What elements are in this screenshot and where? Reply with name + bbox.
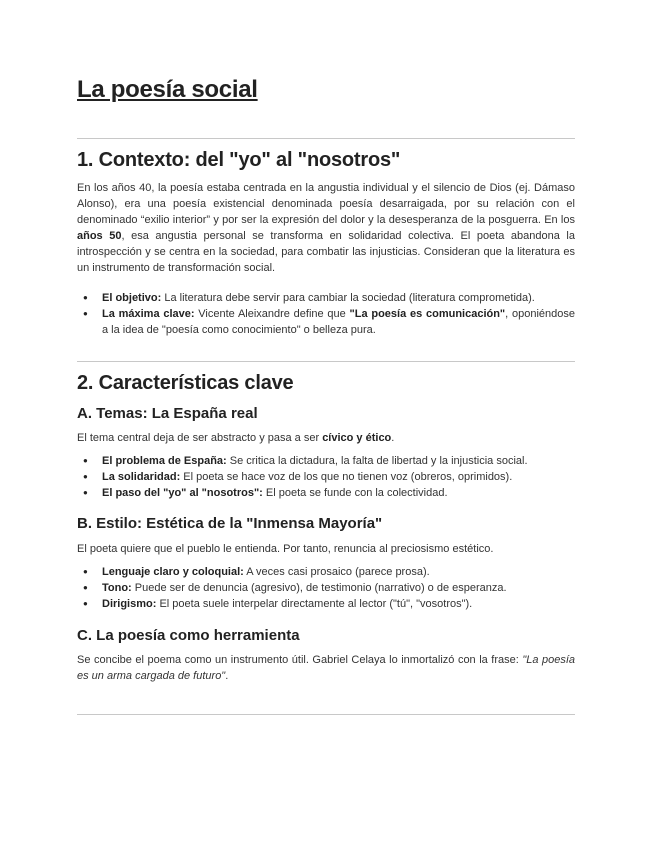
bullet-label: La solidaridad: [102,471,181,483]
list-item [77,306,575,338]
subsection-a-list [77,453,575,501]
subsection-a-paragraph [77,430,575,446]
divider [77,714,575,715]
section-1-heading: 1. Contexto: del "yo" al "nosotros" [77,149,401,171]
list-item [77,290,575,306]
list-item [77,596,575,612]
bullet-label: Tono: [102,582,132,594]
bullet-text: Puede ser de denuncia (agresivo), de testimonio (narrativo) o de esperanza. [131,582,507,594]
subsection-a-heading: A. Temas: La España real [77,405,258,422]
bullet-text: El poeta se hace voz de los que no tienen voz (obreros, oprimidos). [180,471,513,483]
list-item [77,580,575,596]
list-item [77,469,575,485]
text: . [391,432,395,444]
bold-text: "La poesía es comunicación" [349,308,506,320]
bullet-text: Se critica la dictadura, la falta de libertad y la injusticia social. [226,455,528,467]
bullet-text: A veces casi prosaico (parece prosa). [243,566,430,578]
section-1-list [77,290,575,338]
bullet-text: La literatura debe servir para cambiar la sociedad (literatura comprometida). [161,292,535,304]
list-item [77,453,575,469]
divider [77,361,575,362]
bold-text: cívico y ético [322,432,392,444]
section-1-paragraph [77,180,575,276]
bullet-label: La máxima clave: [102,308,195,320]
subsection-b-list [77,564,575,612]
bullet-label: Lenguaje claro y coloquial: [102,566,244,578]
subsection-c-paragraph [77,652,575,684]
bullet-text: El poeta se funde con la colectividad. [262,487,448,499]
section-2-heading: 2. Características clave [77,372,294,394]
text: El tema central deja de ser abstracto y pasa a ser [77,432,323,444]
text: . [225,670,229,682]
bullet-label: El paso del "yo" al "nosotros": [102,487,263,499]
bullet-label: Dirigismo: [102,598,157,610]
bullet-label: El objetivo: [102,292,162,304]
bullet-label: El problema de España: [102,455,227,467]
text: , esa angustia personal se transforma en solidaridad colectiva. El poeta abandona la introspección y se centra en la sociedad, para combatir las injusticias. Consideran que la literatura es un instrumento de transformación social. [77,230,575,274]
subsection-b-paragraph: El poeta quiere que el pueblo le entienda. Por tanto, renuncia al preciosismo estético. [77,543,494,555]
bullet-text: El poeta suele interpelar directamente al lector ("tú", "vosotros"). [156,598,473,610]
bold-text: años 50 [77,230,122,242]
subsection-c-heading: C. La poesía como herramienta [77,627,300,644]
text: Se concibe el poema como un instrumento útil. Gabriel Celaya lo inmortalizó con la frase: [77,654,523,666]
bullet-text: Vicente Aleixandre define que [194,308,350,320]
list-item [77,564,575,580]
page-title: La poesía social [77,76,258,103]
divider [77,138,575,139]
list-item [77,485,575,501]
subsection-b-heading: B. Estilo: Estética de la "Inmensa Mayoría" [77,515,383,532]
italic-quote: "La poesía es un arma cargada de futuro" [77,654,575,682]
bullet-text: , oponiéndose a la idea de "poesía como conocimiento" o belleza pura. [102,308,575,336]
text: En los años 40, la poesía estaba centrada en la angustia individual y el silencio de Dios (ej. Dámaso Alonso), era una poesía existencial denominada poesía desarraigada, por su relación con el denominado “exilio interior” y por ser la expresión del dolor y la desesperanza de la posguerra. En los [77,182,575,226]
